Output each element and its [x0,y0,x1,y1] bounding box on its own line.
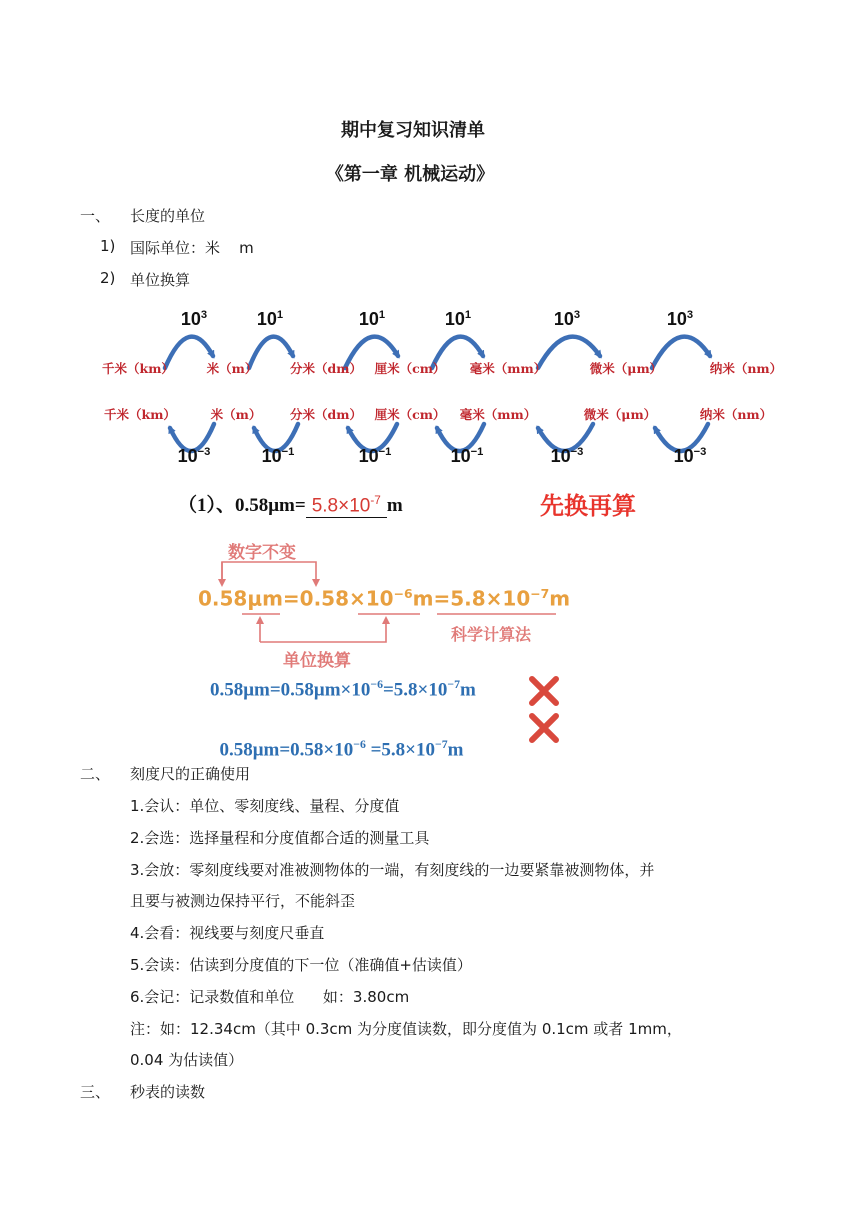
bottom-unit-label: 纳米（nm） [699,407,773,422]
down-factor-label: $10^{-3}$ [177,446,211,466]
item-1-text: 国际单位：米 m [130,239,254,257]
wrong-example-1 [210,678,476,701]
cross-icon [528,676,560,706]
section-2-heading: 刻度尺的正确使用 [130,765,251,783]
top-unit-label: 厘米（cm） [374,361,446,376]
wrong-1-part-c: m [459,679,476,701]
down-factor-label: $10^{-3}$ [673,446,707,466]
bottom-unit-label: 毫米（mm） [459,407,537,422]
bottom-unit-label: 米（m） [210,407,262,422]
section-3-number: 三、 [80,1083,111,1101]
top-unit-label: 毫米（mm） [469,361,547,376]
top-unit-label: 分米（dm） [290,361,362,376]
cross-icon [528,713,560,743]
up-factor-label: $10^3$ [666,309,694,329]
bottom-unit-label: 分米（dm） [290,407,362,422]
item-2-number: 2) [100,269,116,287]
example-answer-exp: -7 [370,493,381,507]
eq-part-1: 0.58μm [198,586,283,611]
wrong-example-2 [210,716,463,761]
top-unit-label: 微米（μm） [589,361,663,376]
top-unit-label: 米（m） [206,361,258,376]
ruler-line-7: 6.会记：记录数值和单位 如：3.80cm [130,988,410,1006]
eq-part-3: m [412,586,434,611]
ruler-line-2: 2.会选：选择量程和分度值都合适的测量工具 [130,829,430,847]
wrong-2-exp-1: −6 [353,738,366,751]
section-3-heading: 秒表的读数 [130,1083,206,1101]
top-unit-label: 千米（km） [102,361,174,376]
wrong-1-exp-1: −6 [370,678,383,691]
down-factor-label: $10^{-1}$ [261,446,295,466]
top-unit-label: 纳米（nm） [709,361,783,376]
up-factor-label: $10^1$ [358,309,386,329]
up-factor-label: $10^3$ [180,309,208,329]
ruler-line-3: 3.会放：零刻度线要对准被测物体的一端，有刻度线的一边要紧靠被测物体，并 [130,861,655,879]
ruler-line-4: 且要与被测边保持平行，不能斜歪 [130,892,356,910]
ruler-line-6: 5.会读：估读到分度值的下一位（准确值+估读值） [130,956,472,974]
up-factor-label: $10^3$ [553,309,581,329]
item-2-text: 单位换算 [130,271,191,289]
ruler-note-line-2: 0.04 为估读值） [130,1051,244,1069]
up-factor-label: $10^1$ [256,309,284,329]
eq-part-5: m [549,586,571,611]
page-title: 期中复习知识清单 [341,120,485,141]
wrong-1-part-a: 0.58μm=0.58μm×10 [210,679,371,701]
digits-unchanged-label: 数字不变 [228,543,296,563]
down-factor-label: $10^{-1}$ [450,446,484,466]
wrong-2-part-c: m [447,739,464,761]
section-2-number: 二、 [80,765,111,783]
bottom-unit-label: 千米（km） [104,407,176,422]
eq-part-2-exp: −6 [393,586,413,601]
up-factor-label: $10^1$ [444,309,472,329]
scientific-notation-label: 科学计算法 [451,625,532,644]
section-1-number: 一、 [80,207,111,225]
unit-conversion-label: 单位换算 [283,651,351,671]
tip-label: 先换再算 [540,492,636,520]
eq-part-4-exp: −7 [530,586,550,601]
wrong-1-exp-2: −7 [447,678,460,691]
down-factor-label: $10^{-3}$ [550,446,584,466]
example-prefix: （1）、0.58μm= [178,495,306,516]
wrong-1-part-b: =5.8×10 [382,679,448,701]
eq-part-4: =5.8×10 [433,586,531,611]
eq-part-2: =0.58×10 [282,586,394,611]
bottom-unit-label: 厘米（cm） [374,407,446,422]
wrong-2-part-b: =5.8×10 [365,739,436,761]
ruler-line-1: 1.会认：单位、零刻度线、量程、分度值 [130,797,400,815]
worked-equation [198,586,570,611]
wrong-2-exp-2: −7 [435,738,448,751]
example-answer-base: 5.8×10 [311,495,371,516]
example-suffix: m [386,495,403,516]
bottom-unit-label: 微米（μm） [583,407,657,422]
ruler-note-line-1: 注：如：12.34cm（其中 0.3cm 为分度值读数，即分度值为 0.1cm 或者 1mm， [130,1020,682,1038]
item-1-number: 1) [100,237,116,255]
wrong-2-part-a: 0.58μm=0.58×10 [219,739,354,761]
ruler-line-5: 4.会看：视线要与刻度尺垂直 [130,924,325,942]
chapter-subtitle: 《第一章 机械运动》 [325,164,495,185]
section-1-heading: 长度的单位 [130,207,206,225]
down-factor-label: $10^{-1}$ [358,446,392,466]
